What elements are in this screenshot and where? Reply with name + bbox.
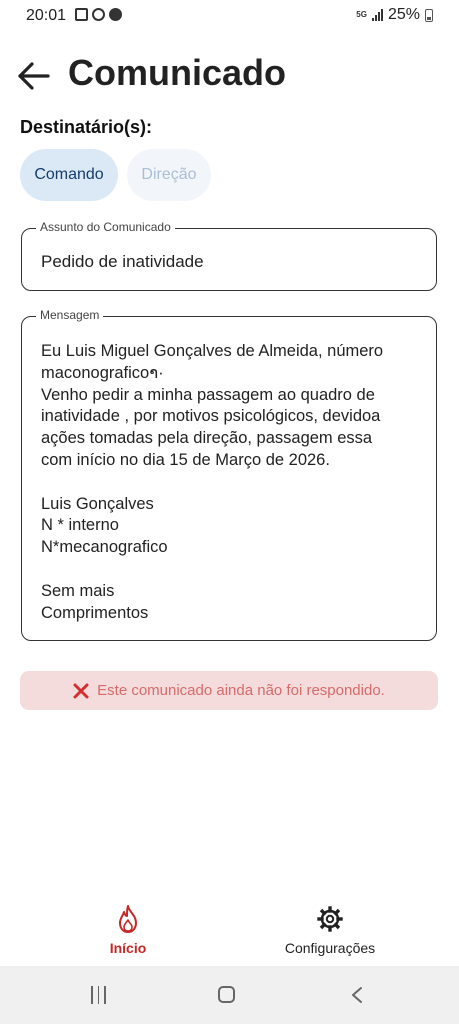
- flame-icon: [114, 904, 142, 934]
- chip-label: Comando: [34, 166, 104, 183]
- notification-icons: [75, 8, 122, 21]
- gallery-icon: [75, 8, 88, 21]
- subject-label: Assunto do Comunicado: [36, 220, 175, 234]
- x-icon: [73, 683, 89, 699]
- recents-button[interactable]: [91, 986, 107, 1004]
- bottom-navigation: [0, 896, 459, 966]
- message-label: Mensagem: [36, 308, 103, 322]
- nav-item-settings[interactable]: [270, 904, 390, 956]
- message-line: Venho pedir a minha passagem ao quadro de: [41, 385, 375, 404]
- signal-icon: [372, 9, 383, 21]
- message-line: Comprimentos: [41, 603, 149, 622]
- messenger-icon: [109, 8, 122, 21]
- message-line: Luis Gonçalves: [41, 494, 154, 513]
- message-blank-line: [41, 472, 421, 494]
- recipient-chip-direcao[interactable]: [127, 149, 211, 201]
- message-line: Sem mais: [41, 581, 115, 600]
- arrow-left-icon: [16, 58, 52, 94]
- back-button[interactable]: [16, 58, 52, 94]
- whatsapp-icon: [92, 8, 105, 21]
- chip-label: Direção: [141, 166, 197, 183]
- message-line: maconograficoາ·: [41, 363, 164, 382]
- system-back-button[interactable]: [350, 986, 364, 1004]
- message-line: N*mecanografico: [41, 538, 168, 557]
- nav-label-home: Início: [109, 940, 147, 956]
- system-navigation-bar: [0, 966, 459, 1024]
- home-button[interactable]: [218, 986, 235, 1003]
- header: [0, 50, 459, 100]
- gear-icon: [316, 904, 344, 934]
- battery-icon: [425, 9, 433, 22]
- response-status-text: Este comunicado ainda não foi respondido.: [97, 682, 385, 699]
- message-line: N * interno: [41, 516, 119, 535]
- message-line: Eu Luis Miguel Gonçalves de Almeida, número: [41, 342, 384, 360]
- subject-value: Pedido de inatividade: [41, 252, 204, 271]
- network-type: 5G: [356, 10, 367, 19]
- recipient-chip-comando[interactable]: [20, 149, 118, 201]
- system-status: [356, 6, 433, 24]
- status-bar: [0, 0, 459, 32]
- message-field[interactable]: [21, 308, 437, 641]
- nav-label-settings: Configurações: [284, 940, 376, 956]
- message-blank-line: [41, 559, 421, 581]
- nav-item-home[interactable]: [88, 904, 168, 956]
- message-body: [41, 341, 421, 624]
- battery-level: 25%: [387, 6, 420, 23]
- page-title: Comunicado: [68, 52, 287, 93]
- message-line: com início no dia 15 de Março de 2026.: [41, 450, 330, 469]
- response-status-banner: [20, 671, 438, 710]
- recipients-label: Destinatário(s):: [20, 117, 153, 137]
- message-line: ações tomadas pela direção, passagem essa: [41, 429, 373, 448]
- message-line: inatividade , por motivos psicológicos, devidoa: [41, 407, 381, 426]
- status-time: 20:01: [26, 7, 67, 24]
- subject-field[interactable]: [21, 220, 437, 291]
